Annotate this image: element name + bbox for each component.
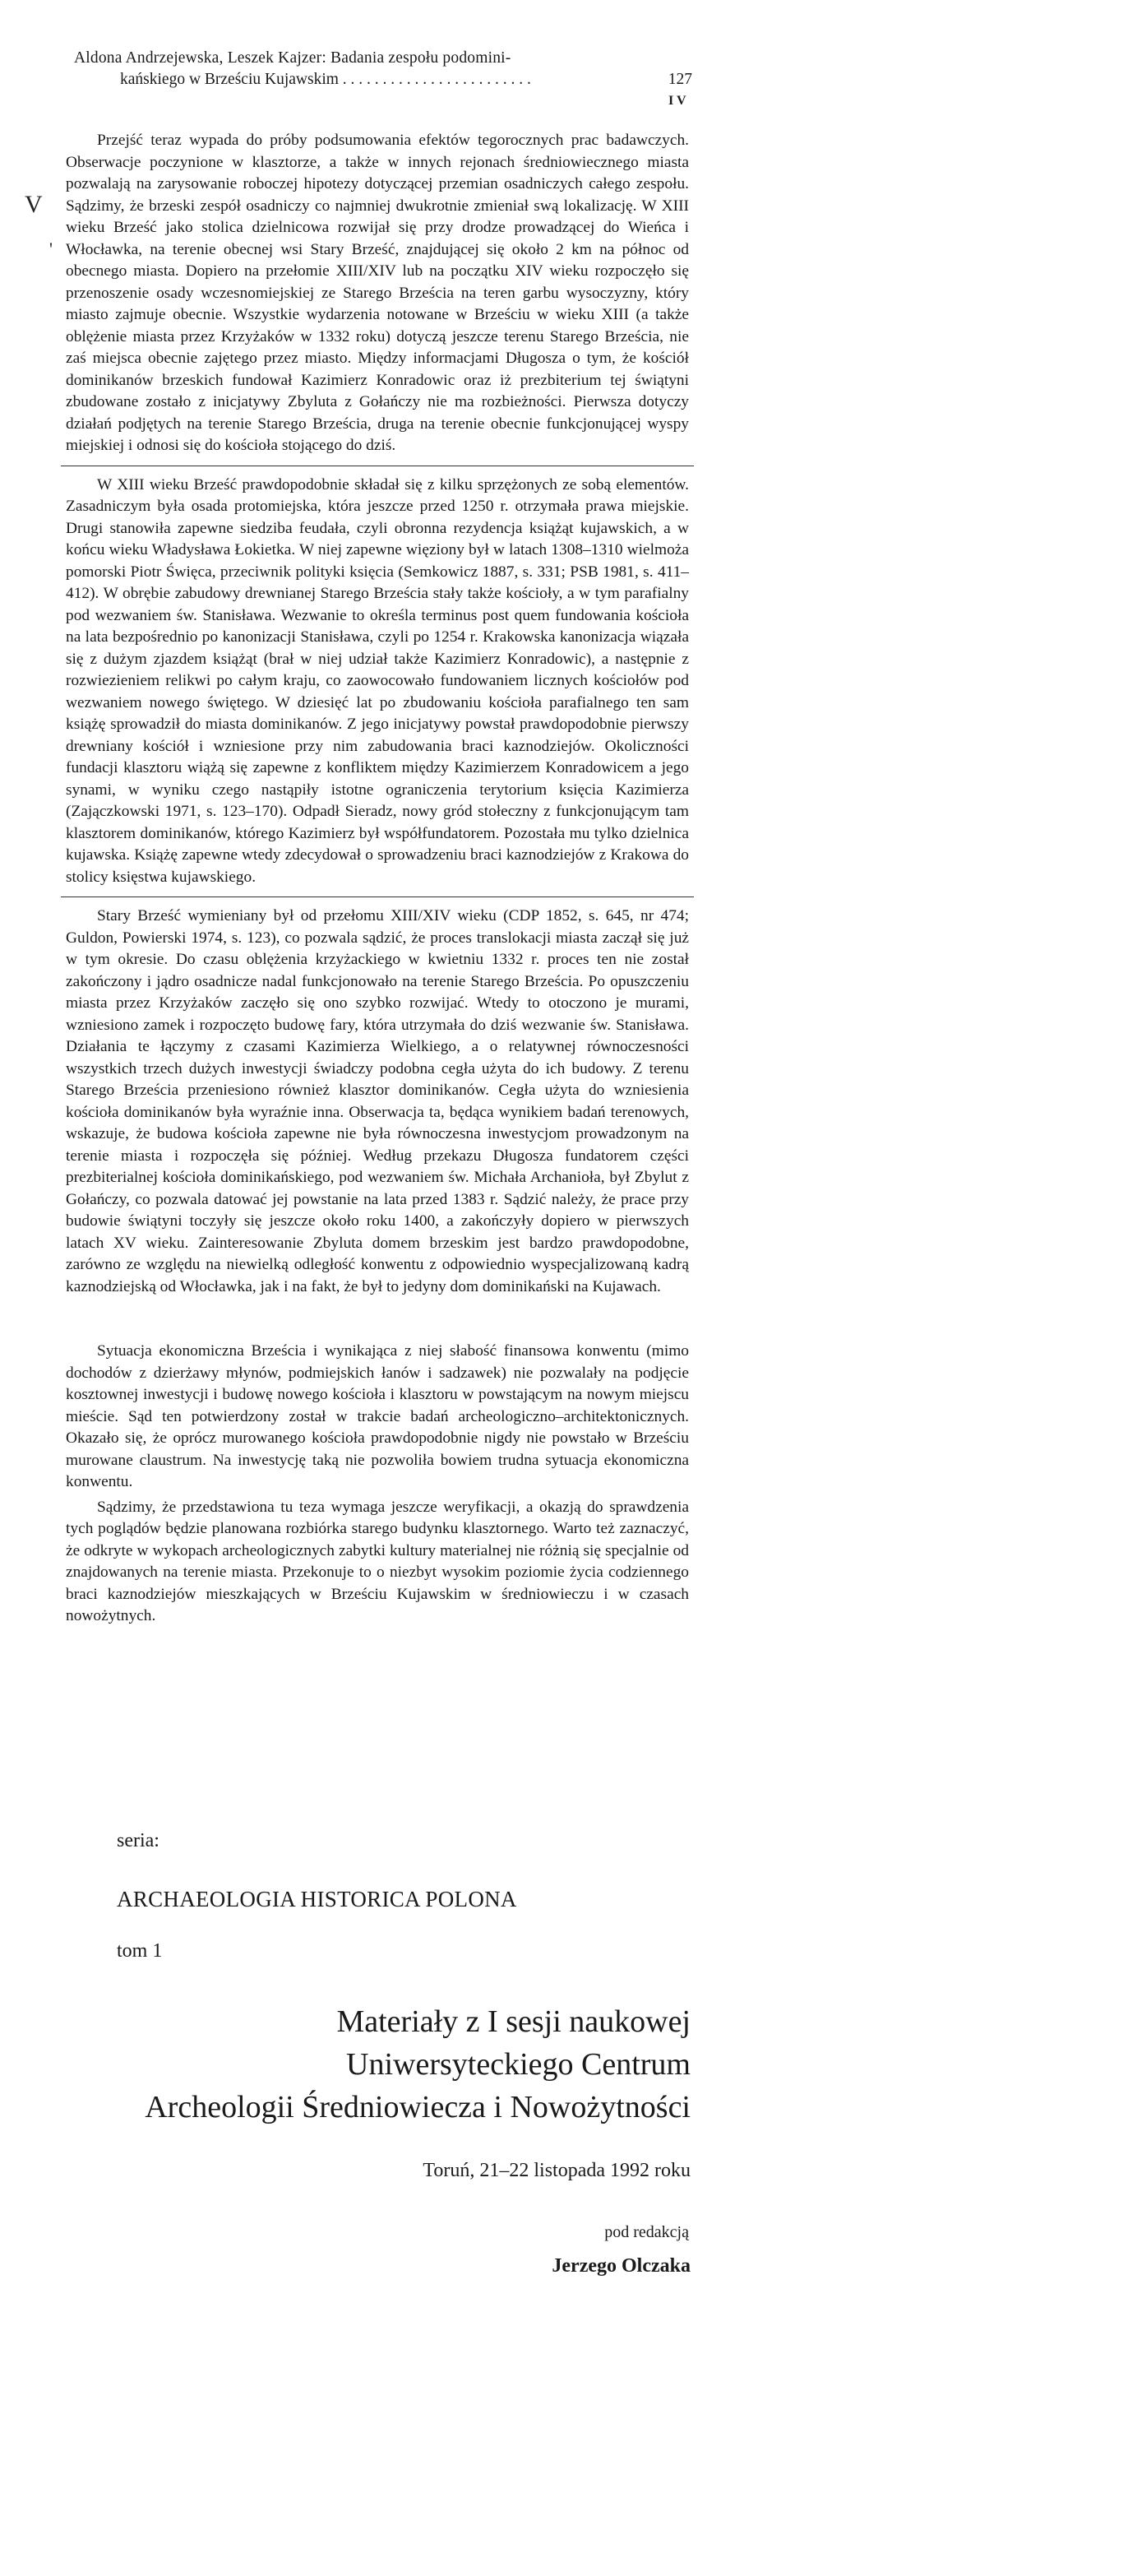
paragraph-3: Stary Brześć wymieniany był od przełomu XIII/XIV wieku (CDP 1852, s. 645, nr 474; Guldon, Powierski 1974, s. 123), co pozwala sądzić, że proces translokacji miasta zaczął się już w tym okresie. Do czasu oblężenia krzyżackiego w kwietniu 1332 r. proces ten nie został zakończony i jądro osadnicze nadal funkcjonowało na terenie Starego Brześcia. Po opuszczeniu miasta przez Krzyżaków zaczęło się ono szybko rozwijać. Wtedy to otoczono je murami, wzniesiono zamek i rozpoczęto budowę fary, która utrzymała do dziś wezwanie św. Stanisława. Działania te łączymy z czasami Kazimierza Wielkiego, a o relatywnej równoczesności wszystkich trzech dużych inwestycji świadczy podobna cegła użyta do ich budowy. Z terenu Starego Brześcia przeniesiono również klasztor dominikanów. Cegła użyta do wzniesienia kościoła dominikanów była wyraźnie inna. Obserwacja ta, będąca wynikiem badań terenowych, wskazuje, że budowa kościoła zapewne nie była równoczesna inwestycjom prowadzonym na terenie miasta i rozpoczęła się później. Według przekazu Długosza fundatorem części prezbiterialnej kościoła dominikańskiego, pod wezwaniem św. Michała Archanioła, był Zbylut z Gołańczy, co pozwala datować jej powstanie na lata przed 1383 r. Sądzić należy, że prace przy budowie świątyni toczyły się jeszcze około roku 1400, a zakończyły dopiero w pierwszych latach XV wieku. Zainteresowanie Zbyluta domem brzeskim jest bardzo prawdopodobne, zarówno ze względu na niewielką odległość konwentu z odpowiednio wyspecjalizowaną kadrą kaznodziejską od Włocławka, jak i na fakt, że był to jedyny dom dominikański na Kujawach. <box>66 907 689 1295</box>
header-authors: Aldona Andrzejewska, Leszek Kajzer: Badania zespołu podomini- <box>74 49 511 67</box>
series-label: seria: <box>117 1830 159 1851</box>
running-header <box>74 48 692 90</box>
place-date: Toruń, 21–22 listopada 1992 roku <box>423 2160 691 2181</box>
title-line-3: Archeologii Średniowiecza i Nowożytności <box>145 2090 691 2124</box>
editor-label: pod redakcją <box>604 2223 689 2241</box>
article-body <box>66 130 689 1628</box>
paragraph-1: Przejść teraz wypada do próby podsumowania efektów tegorocznych prac badawczych. Obserwacje poczynione w klasztorze, a także w innych rejonach średniowiecznego miasta pozwalają na zarysowanie roboczej hipotezy dotyczącej przemian osadniczych całego zespołu. Sądzimy, że brzeski zespół osadniczy co najmniej dwukrotnie zmieniał swą lokalizację. W XIII wieku Brześć jako stolica dzielnicowa rozwijał się przy drodze prowadzącej do Wieńca i Włocławka, na terenie obecnej wsi Stary Brześć, znajdującej się około 2 km na północ od obecnego miasta. Dopiero na przełomie XIII/XIV lub na początku XIV wieku rozpoczęło się przenoszenie osady wczesnomiejskiej ze Starego Brześcia na teren garbu wysoczyzny, który miasto zajmuje obecnie. Wszystkie wydarzenia notowane w Brześciu w wieku XIII (a także oblężenie miasta przez Krzyżaków w 1332 roku) dotyczą jeszcze terenu Starego Brześcia, nie zaś miejsca obecnie zajętego przez miasto. Między informacjami Długosza o tym, że kościół dominikanów brzeskich fundował Kazimierz Konradowic oraz iż prezbiterium tej świątyni zbudowane zostało z inicjatywy Zbyluta z Gołańczy nie ma rozbieżności. Pierwsza dotyczy działań podjętych na terenie Starego Brześcia, druga na terenie obecnie funkcjonującej wyspy miejskiej i odnosi się do kościoła stojącego do dziś. <box>66 132 689 454</box>
title-line-2: Uniwersyteckiego Centrum <box>346 2047 691 2082</box>
margin-mark: I V <box>668 94 686 108</box>
paragraph-gap <box>66 1298 689 1341</box>
series-name: ARCHAEOLOGIA HISTORICA POLONA <box>117 1887 517 1911</box>
series-announcement <box>66 1830 691 2277</box>
paragraph-2: W XIII wieku Brześć prawdopodobnie składał się z kilku sprzężonych ze sobą elementów. Zasadniczym była osada protomiejska, która jeszcze przed 1250 r. otrzymała prawa miejskie. Drugi stanowiła zapewne siedziba feudała, czyli obronna rezydencja książąt kujawskich, a w końcu wieku Władysława Łokietka. W niej zapewne więziony był w latach 1308–1310 wielmoża pomorski Piotr Święca, przeciwnik polityki księcia (Semkowicz 1887, s. 331; PSB 1981, s. 411–412). W obrębie zabudowy drewnianej Starego Brześcia stały także kościoły, a w tym parafialny pod wezwaniem św. Stanisława. Wezwanie to określa terminus post quem fundowania kościoła na lata bezpośrednio po kanonizacji Stanisława, czyli po 1254 r. Krakowska kanonizacja wiązała się z dużym zjazdem książąt (brał w niej udział także Kazimierz Konradowic), a następnie z rozwiezieniem relikwi po całym kraju, co zaowocowało fundowaniem licznych kościołów pod wezwaniem nowego świętego. W dziesięć lat po zbudowaniu kościoła parafialnego ten sam książę sprowadził do miasta dominikanów. Z jego inicjatywy powstał prawdopodobnie pierwszy drewniany kościół i wzniesione przy nim zabudowania braci kaznodziejów. Okoliczności fundacji klasztoru wiążą się zapewne z konfliktem między Kazimierzem Konradowicem a jego synami, w wyniku czego nastąpiły istotne ograniczenia terytorium księcia Kazimierza (Zajączkowski 1971, s. 123–170). Odpadł Sieradz, nowy gród stołeczny z funkcjonującym tam klasztorem dominikanów, którego Kazimierz był współfundatorem. Pozostała mu tylko dzielnica kujawska. Książę zapewne wtedy zdecydował o sprowadzeniu braci kaznodziejów z Krakowa do stolicy księstwa kujawskiego. <box>66 475 689 886</box>
header-title: kańskiego w Brześciu Kujawskim . . . . . . . . . . . . . . . . . . . . . . . . <box>120 71 531 88</box>
handwritten-tick: ' <box>49 239 53 259</box>
handwritten-margin-v: V <box>25 191 43 218</box>
paragraph-5: Sądzimy, że przedstawiona tu teza wymaga jeszcze weryfikacji, a okazją do sprawdzenia tych poglądów będzie planowana rozbiórka starego budynku klasztornego. Warto też zaznaczyć, że odkryte w wykopach archeologicznych zabytki kultury materialnej nie różnią się specjalnie od znajdowanych na terenie miasta. Przekonuje to o niezbyt wysokim poziomie życia codziennego braci kaznodziejów mieszkających w Brześciu Kujawskim w średniowieczu i w czasach nowożytnych. <box>66 1498 689 1624</box>
editor-name: Jerzego Olczaka <box>552 2255 691 2277</box>
series-volume: tom 1 <box>117 1940 163 1962</box>
title-line-1: Materiały z I sesji naukowej <box>336 2004 691 2039</box>
paragraph-4: Sytuacja ekonomiczna Brześcia i wynikająca z niej słabość finansowa konwentu (mimo dochodów z dzierżawy młynów, podmiejskich łanów i sadzawek) nie pozwalały na podjęcie kosztownej inwestycji i budowę nowego kościoła i klasztoru w powstającym na nowym miejscu mieście. Sąd ten potwierdzony został w trakcie badań archeologiczno–architektonicznych. Okazało się, że oprócz murowanego kościoła prawdopodobnie nigdy nie powstało w Brześciu murowane claustrum. Na inwestycję taką nie pozwoliła bowiem trudna sytuacja ekonomiczna konwentu. <box>66 1342 689 1490</box>
publication-title <box>66 2000 691 2129</box>
page-number: 127 <box>668 71 692 88</box>
